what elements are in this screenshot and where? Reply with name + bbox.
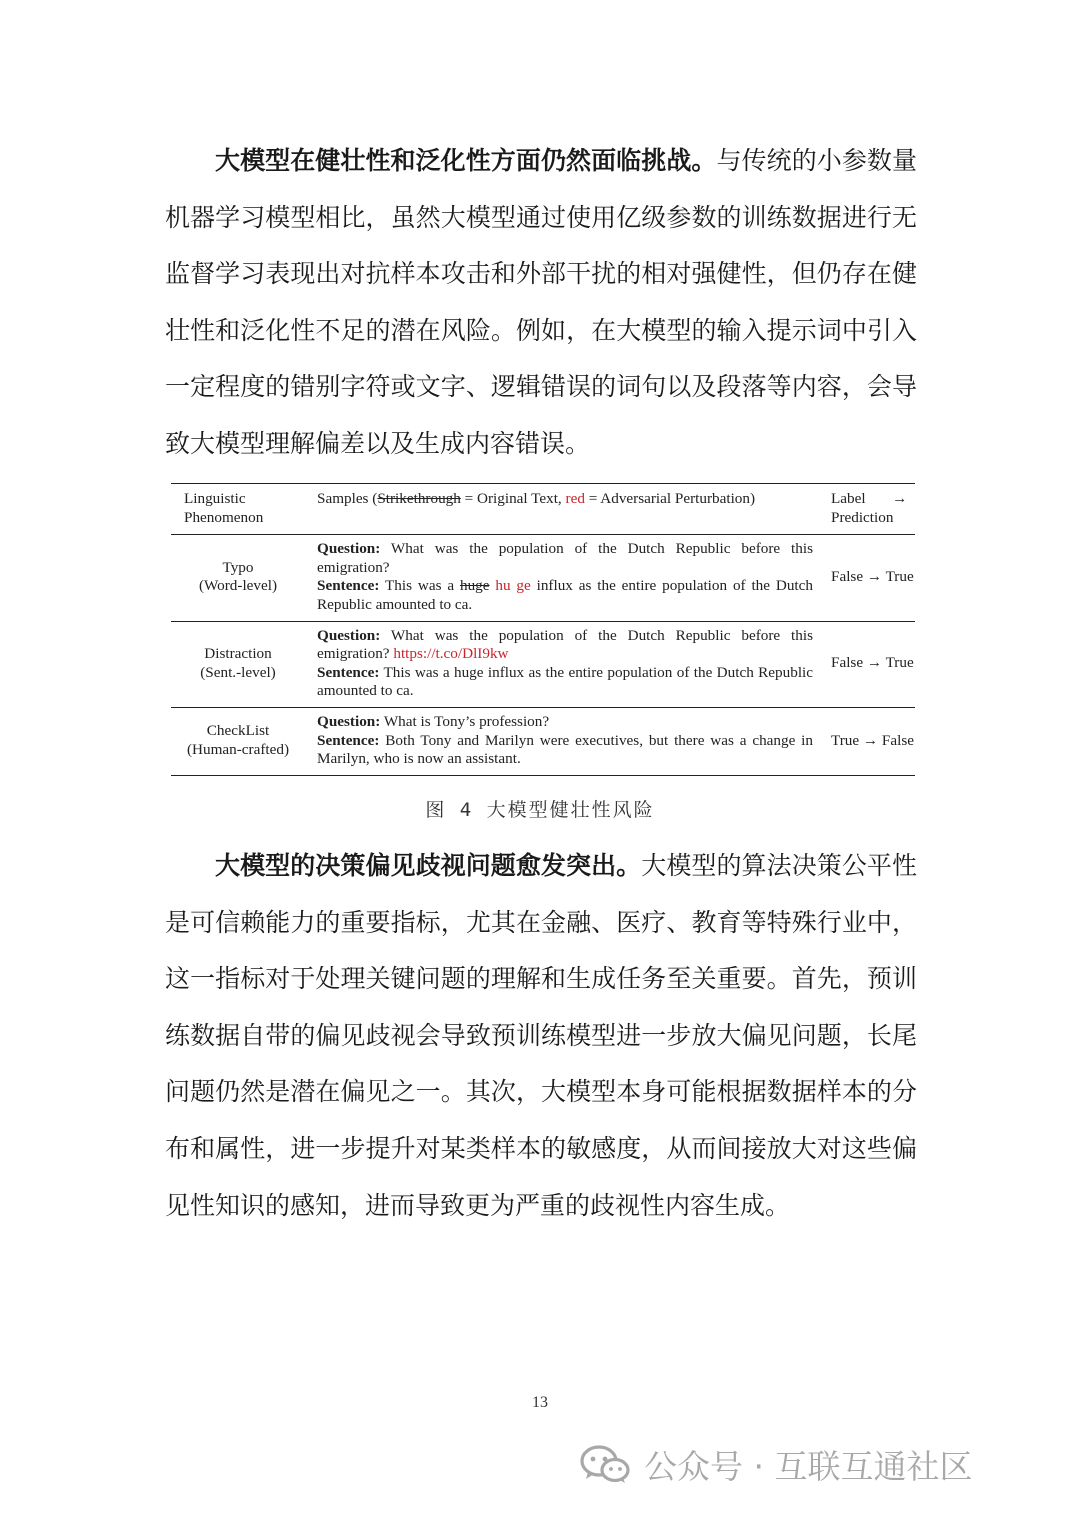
paragraph-lead: 大模型在健壮性和泛化性方面仍然面临挑战。	[215, 146, 717, 175]
row-samples: Question: What was the population of the Dutch Republic before this emigration? https://t.co/DlI9kw Sentence: This was a huge influx as the entire population of the Dutch Republic amounted to ca.	[317, 626, 813, 700]
header-samples: Samples (Strikethrough = Original Text, red = Adversarial Perturbation)	[317, 490, 756, 507]
row-phenomenon: Typo (Word-level)	[198, 558, 278, 595]
table-row	[171, 707, 915, 775]
row-phenomenon: Distraction (Sent.-level)	[200, 645, 276, 681]
header-phenomenon: Linguistic Phenomenon	[184, 490, 264, 526]
watermark	[578, 1442, 972, 1486]
paragraph-lead: 大模型的决策偏见歧视问题愈发突出。	[215, 851, 642, 880]
table-row	[171, 621, 915, 707]
watermark-text: 公众号 · 互联互通社区	[644, 1446, 973, 1486]
row-phenomenon: CheckList (Human-crafted)	[186, 722, 290, 758]
row-result: True → False	[831, 731, 914, 749]
paragraph-body: 大模型的算法决策公平性是可信赖能力的重要指标，尤其在金融、医疗、教育等特殊行业中，这一指标对于处理关键问题的理解和生成任务至关重要。首先，预训练数据自带的偏见歧视会导致预训练模型进一步放大偏见问题，长尾问题仍然是潜在偏见之一。其次，大模型本身可能根据数据样本的分布和属性，进一步提升对某类样本的敏感度，从而间接放大对这些偏见性知识的感知，进而导致更为严重的歧视性内容生成。	[165, 851, 917, 1220]
figure-caption: 图 4 大模型健壮性风险	[425, 799, 655, 821]
paragraph-bias	[165, 838, 917, 1234]
robustness-table	[171, 483, 915, 776]
page-number: 13	[532, 1394, 548, 1411]
table-row	[171, 535, 915, 621]
paragraph-body: 与传统的小参数量机器学习模型相比，虽然大模型通过使用亿级参数的训练数据进行无监督学习表现出对抗样本攻击和外部干扰的相对强健性，但仍存在健壮性和泛化性不足的潜在风险。例如，在大模型的输入提示词中引入一定程度的错别字符或文字、逻辑错误的词句以及段落等内容，会导致大模型理解偏差以及生成内容错误。	[165, 146, 917, 458]
row-samples: Question: What was the population of the Dutch Republic before this emigration? Sentence: This was a huge hu ge influx as the entire population of the Dutch Republic amounted to ca.	[317, 540, 813, 613]
wechat-icon	[578, 1444, 632, 1484]
row-samples: Question: What is Tony’s profession? Sentence: Both Tony and Marilyn were executives, but there was a change in Marilyn, who is now an assistant.	[317, 712, 813, 768]
row-result: False → True	[831, 654, 914, 672]
table-header-row	[171, 484, 915, 535]
header-label-prediction: Label → Prediction	[831, 490, 908, 526]
row-result: False → True	[831, 568, 914, 586]
paragraph-robustness	[165, 133, 917, 473]
